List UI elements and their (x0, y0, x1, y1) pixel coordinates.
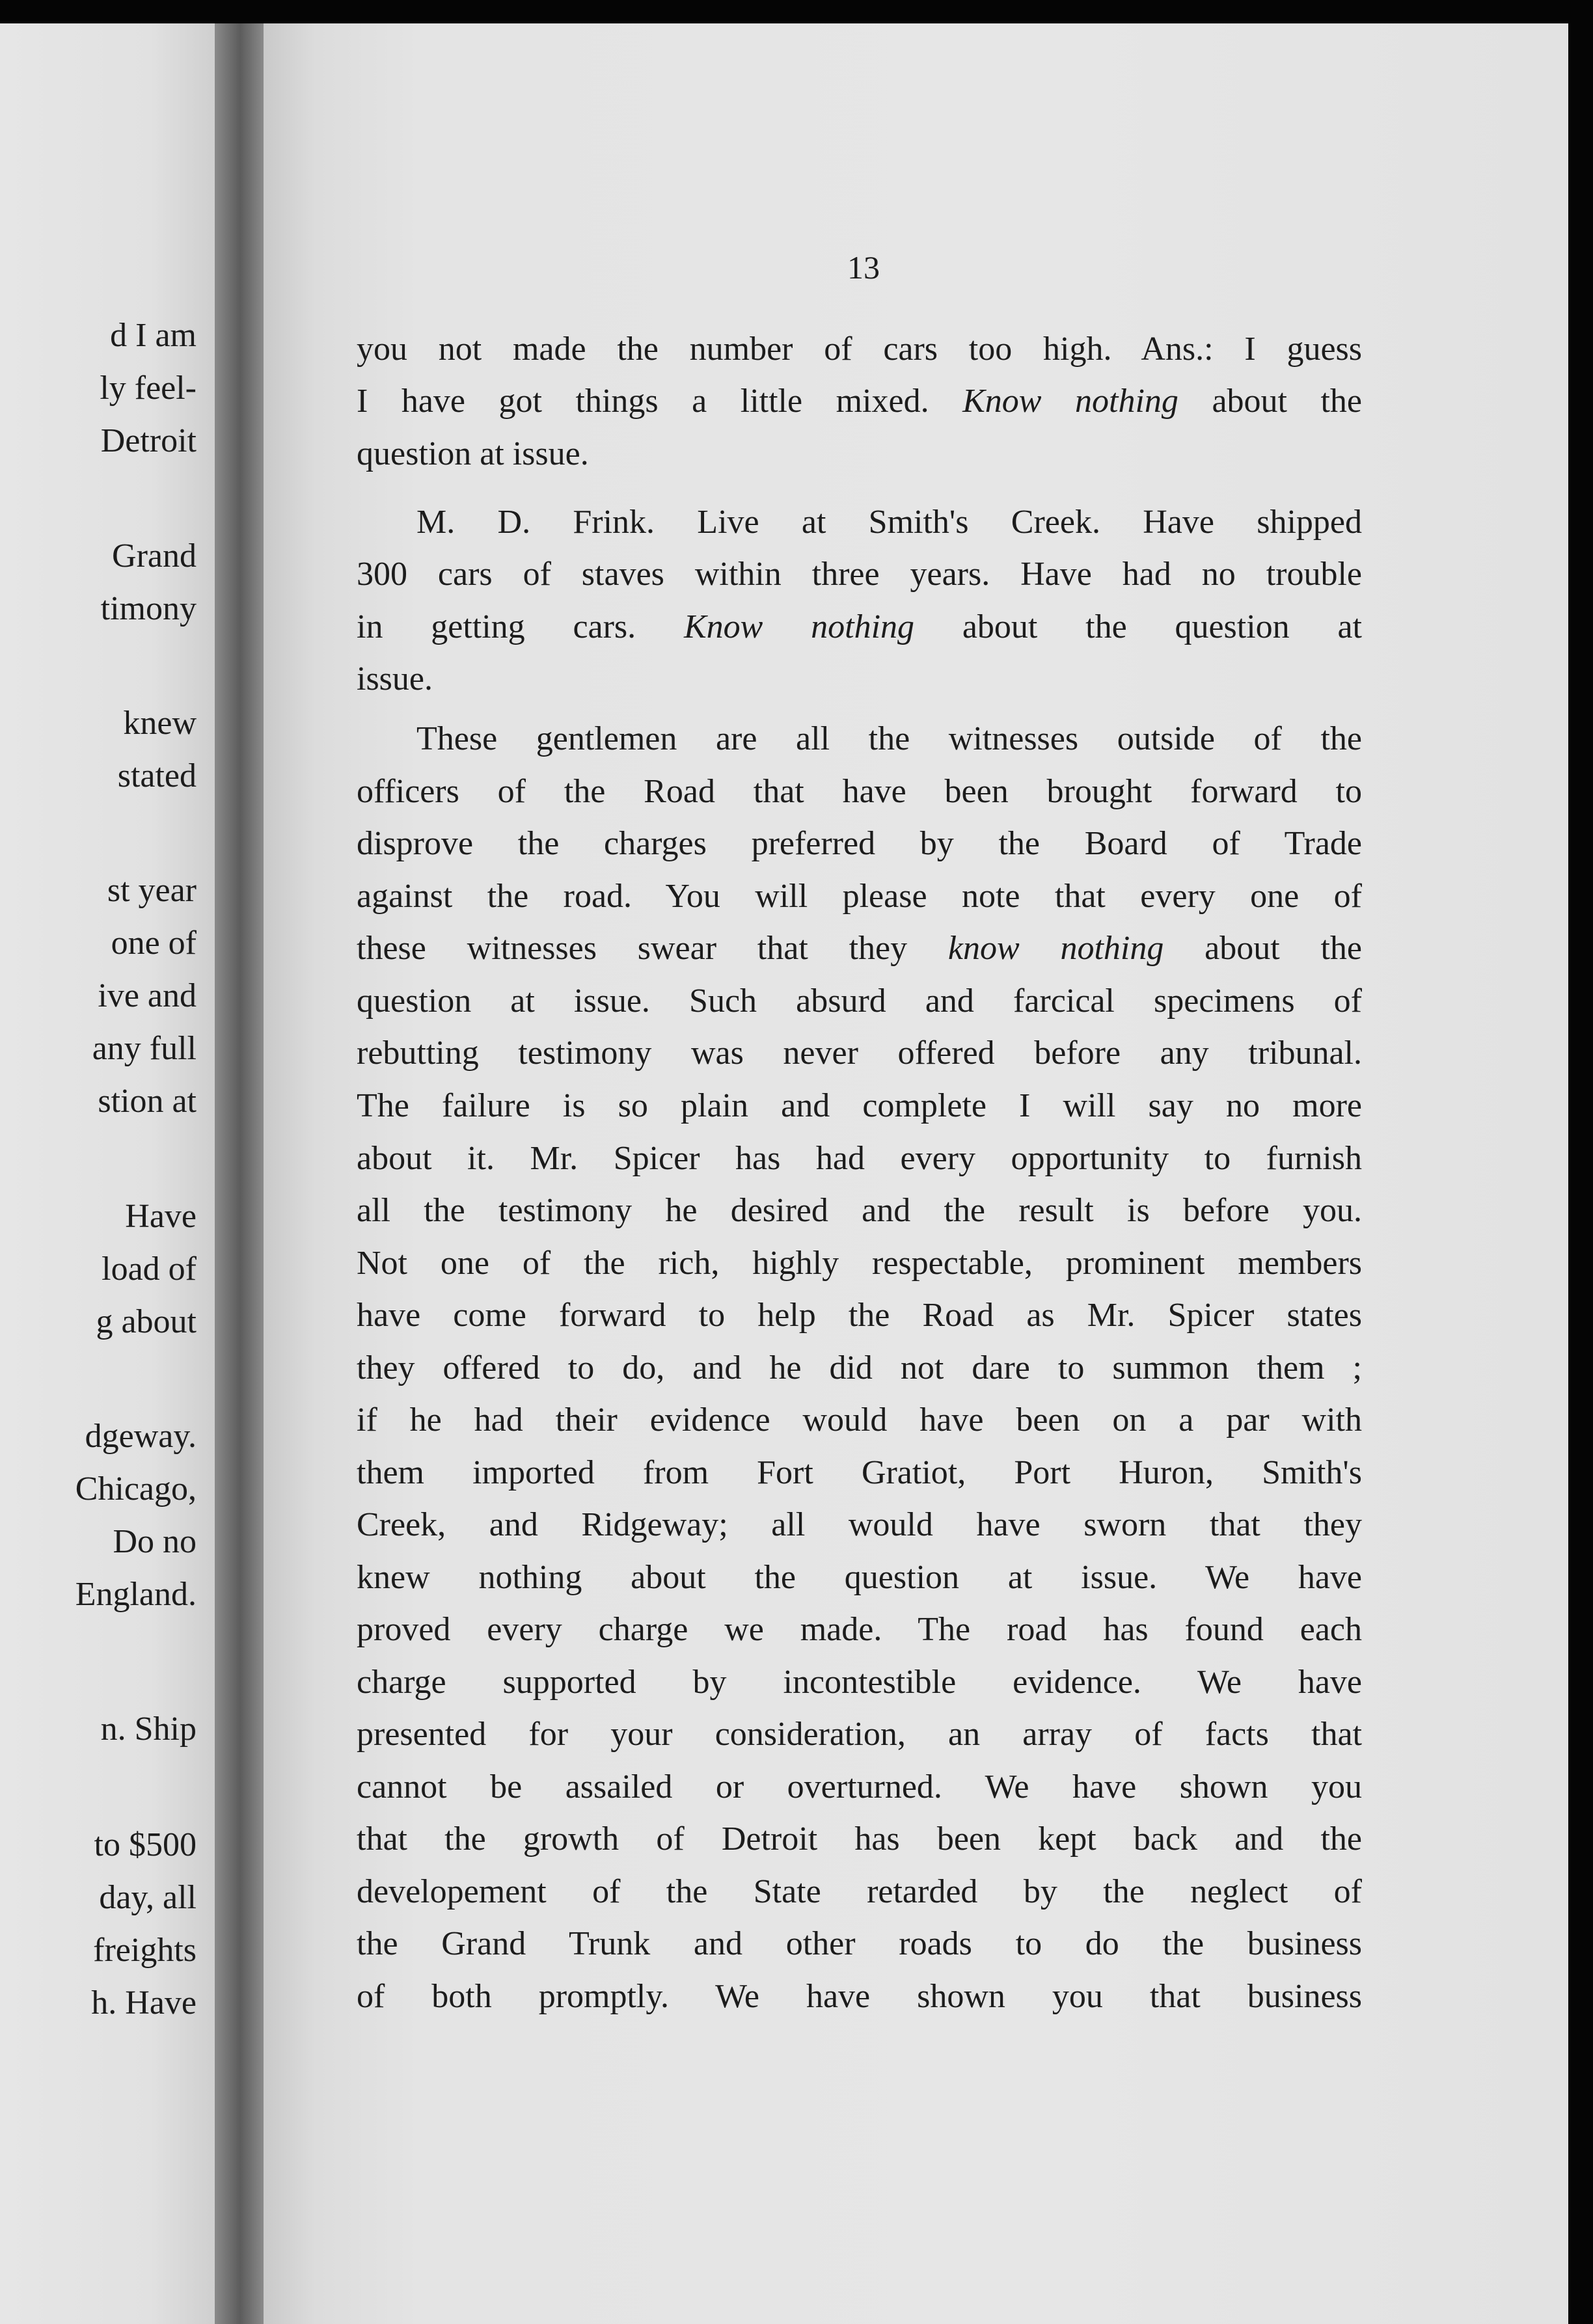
left-page-line: Have (125, 1198, 197, 1235)
text-line: them imported from Fort Gratiot, Port Huron, Smith's (357, 1454, 1362, 1491)
emphasis: Know nothing (683, 608, 915, 645)
left-page-line: England. (75, 1576, 197, 1613)
text-line: These gentlemen are all the witnesses outside of the (416, 720, 1362, 757)
left-page-line: to $500 (94, 1826, 197, 1863)
left-page-line: st year (107, 872, 197, 909)
left-page-line: load of (102, 1250, 197, 1288)
text-line: have come forward to help the Road as Mr. Spicer states (357, 1297, 1362, 1334)
text-line: charge supported by incontestible evidence. We have (357, 1664, 1362, 1701)
text-line: The failure is so plain and complete I will say no more (357, 1087, 1362, 1124)
text-line: of both promptly. We have shown you that business (357, 1978, 1362, 2015)
text-line: presented for your consideration, an array of facts that (357, 1716, 1362, 1753)
text-line: that the growth of Detroit has been kept back and the (357, 1820, 1362, 1858)
text-line: question at issue. (357, 435, 589, 472)
text-line: the Grand Trunk and other roads to do the business (357, 1925, 1362, 1962)
text-line: you not made the number of cars too high. Ans.: I guess (357, 331, 1362, 368)
text-line: against the road. You will please note that every one of (357, 878, 1362, 915)
left-page-line: stated (117, 757, 197, 794)
text-line: developement of the State retarded by the neglect of (357, 1873, 1362, 1910)
text-line: question at issue. Such absurd and farcical specimens of (357, 982, 1362, 1020)
text-line: in getting cars. Know nothing about the question at (357, 608, 1362, 645)
text-line: proved every charge we made. The road has found each (357, 1611, 1362, 1648)
left-page-line: day, all (99, 1879, 197, 1916)
text-line: I have got things a little mixed. Know nothing about the (357, 383, 1363, 420)
page-number: 13 (847, 249, 880, 286)
left-page-line: knew (123, 705, 197, 742)
text-line: disprove the charges preferred by the Board of Trade (357, 825, 1362, 862)
left-page-line: freights (93, 1932, 197, 1969)
text-line: cannot be assailed or overturned. We have shown you (357, 1768, 1362, 1805)
text-line: Creek, and Ridgeway; all would have sworn that they (357, 1506, 1362, 1543)
left-page-line: d I am (110, 317, 197, 354)
emphasis: Know nothing (962, 383, 1178, 420)
left-page-line: one of (111, 925, 197, 962)
text-line: about it. Mr. Spicer has had every opportunity to furnish (357, 1140, 1362, 1177)
left-page-line: n. Ship (100, 1710, 197, 1748)
left-page-line: Detroit (100, 422, 197, 459)
text-line: if he had their evidence would have been on a par with (357, 1401, 1362, 1439)
left-page-line: any full (92, 1030, 197, 1067)
left-page-line: Do no (113, 1523, 197, 1560)
text-line: they offered to do, and he did not dare to summon them ; (357, 1349, 1362, 1386)
left-page-line: ive and (98, 977, 197, 1014)
emphasis: know nothing (947, 930, 1164, 967)
text-line: all the testimony he desired and the result is before you. (357, 1192, 1362, 1229)
left-page-line: ly feel- (100, 370, 197, 407)
left-page-line: dgeway. (85, 1418, 197, 1455)
text-line: 300 cars of staves within three years. Have had no trouble (357, 556, 1362, 593)
left-page-line: Grand (112, 537, 197, 574)
text-line: rebutting testimony was never offered before any tribunal. (357, 1034, 1362, 1072)
text-line: issue. (357, 660, 433, 697)
text-line: officers of the Road that have been brought forward to (357, 773, 1362, 810)
text-line: Not one of the rich, highly respectable, prominent members (357, 1245, 1362, 1282)
left-page-line: g about (96, 1303, 197, 1340)
left-page-line: timony (100, 590, 197, 627)
text-line: knew nothing about the question at issue. We have (357, 1559, 1362, 1596)
left-page (0, 23, 215, 2324)
left-page-line: stion at (98, 1083, 197, 1120)
text-line: M. D. Frink. Live at Smith's Creek. Have shipped (416, 504, 1362, 541)
left-page-line: Chicago, (75, 1470, 197, 1507)
text-line: these witnesses swear that they know nothing about the (357, 930, 1362, 967)
left-page-line: h. Have (91, 1984, 197, 2021)
